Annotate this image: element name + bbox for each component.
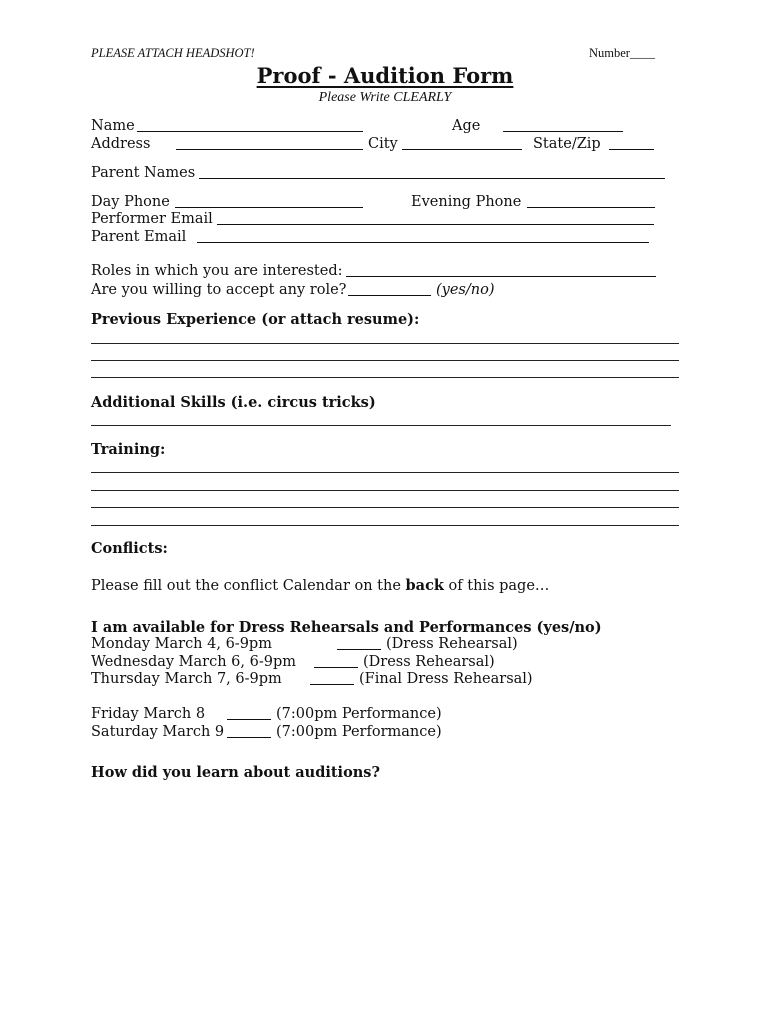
any-role-field[interactable] [348,283,431,296]
schedule-answer-field[interactable] [227,725,271,738]
number-field[interactable]: Number____ [589,46,655,60]
yes-no-hint: (yes/no) [436,282,495,298]
training-line-3[interactable] [91,507,679,508]
schedule-event: (7:00pm Performance) [276,706,442,722]
evening-phone-field[interactable] [527,195,655,208]
day-phone-label: Day Phone [91,194,170,210]
schedule-event: (Dress Rehearsal) [363,654,495,670]
schedule-date: Friday March 8 [91,706,206,722]
training-line-1[interactable] [91,472,679,473]
training-line-2[interactable] [91,490,679,491]
schedule-event: (7:00pm Performance) [276,724,442,740]
performer-email-field[interactable] [217,212,654,225]
state-zip-label: State/Zip [533,136,601,152]
parent-email-label: Parent Email [91,229,187,245]
age-field[interactable] [503,119,623,132]
experience-line-1[interactable] [91,343,679,344]
parent-email-field[interactable] [197,230,649,243]
state-zip-field[interactable] [609,137,654,150]
skills-line[interactable] [91,425,671,426]
age-label: Age [452,118,481,134]
page-subtitle: Please Write CLEARLY [318,90,452,105]
experience-line-3[interactable] [91,377,679,378]
schedule-answer-field[interactable] [314,655,358,668]
experience-heading: Previous Experience (or attach resume): [91,311,420,328]
skills-heading: Additional Skills (i.e. circus tricks) [91,394,376,411]
roles-field[interactable] [346,264,656,277]
evening-phone-label: Evening Phone [411,194,522,210]
schedule-event: (Final Dress Rehearsal) [359,671,533,687]
experience-line-2[interactable] [91,360,679,361]
performer-email-label: Performer Email [91,211,213,227]
schedule-date: Wednesday March 6, 6-9pm [91,654,296,670]
schedule-date: Saturday March 9 [91,724,225,740]
day-phone-field[interactable] [175,195,363,208]
page-title: Proof - Audition Form [256,63,514,88]
training-line-4[interactable] [91,525,679,526]
availability-heading: I am available for Dress Rehearsals and Performances (yes/no) [91,619,602,636]
schedule-answer-field[interactable] [227,707,271,720]
schedule-event: (Dress Rehearsal) [386,636,518,652]
conflicts-heading: Conflicts: [91,540,168,557]
schedule-date: Monday March 4, 6-9pm [91,636,272,652]
city-label: City [368,136,398,152]
address-field[interactable] [176,137,363,150]
schedule-date: Thursday March 7, 6-9pm [91,671,282,687]
schedule-answer-field[interactable] [337,637,381,650]
address-label: Address [91,136,151,152]
conflict-instructions: Please fill out the conflict Calendar on the back of this page… [91,577,550,594]
attach-headshot-note: PLEASE ATTACH HEADSHOT! [91,46,255,60]
parent-names-field[interactable] [199,166,665,179]
roles-label: Roles in which you are interested: [91,263,343,279]
schedule-answer-field[interactable] [310,672,354,685]
training-heading: Training: [91,441,166,458]
name-field[interactable] [137,119,363,132]
parent-names-label: Parent Names [91,165,196,181]
city-field[interactable] [402,137,522,150]
name-label: Name [91,118,135,134]
any-role-label: Are you willing to accept any role? [91,282,347,298]
how-learned-heading: How did you learn about auditions? [91,764,380,781]
